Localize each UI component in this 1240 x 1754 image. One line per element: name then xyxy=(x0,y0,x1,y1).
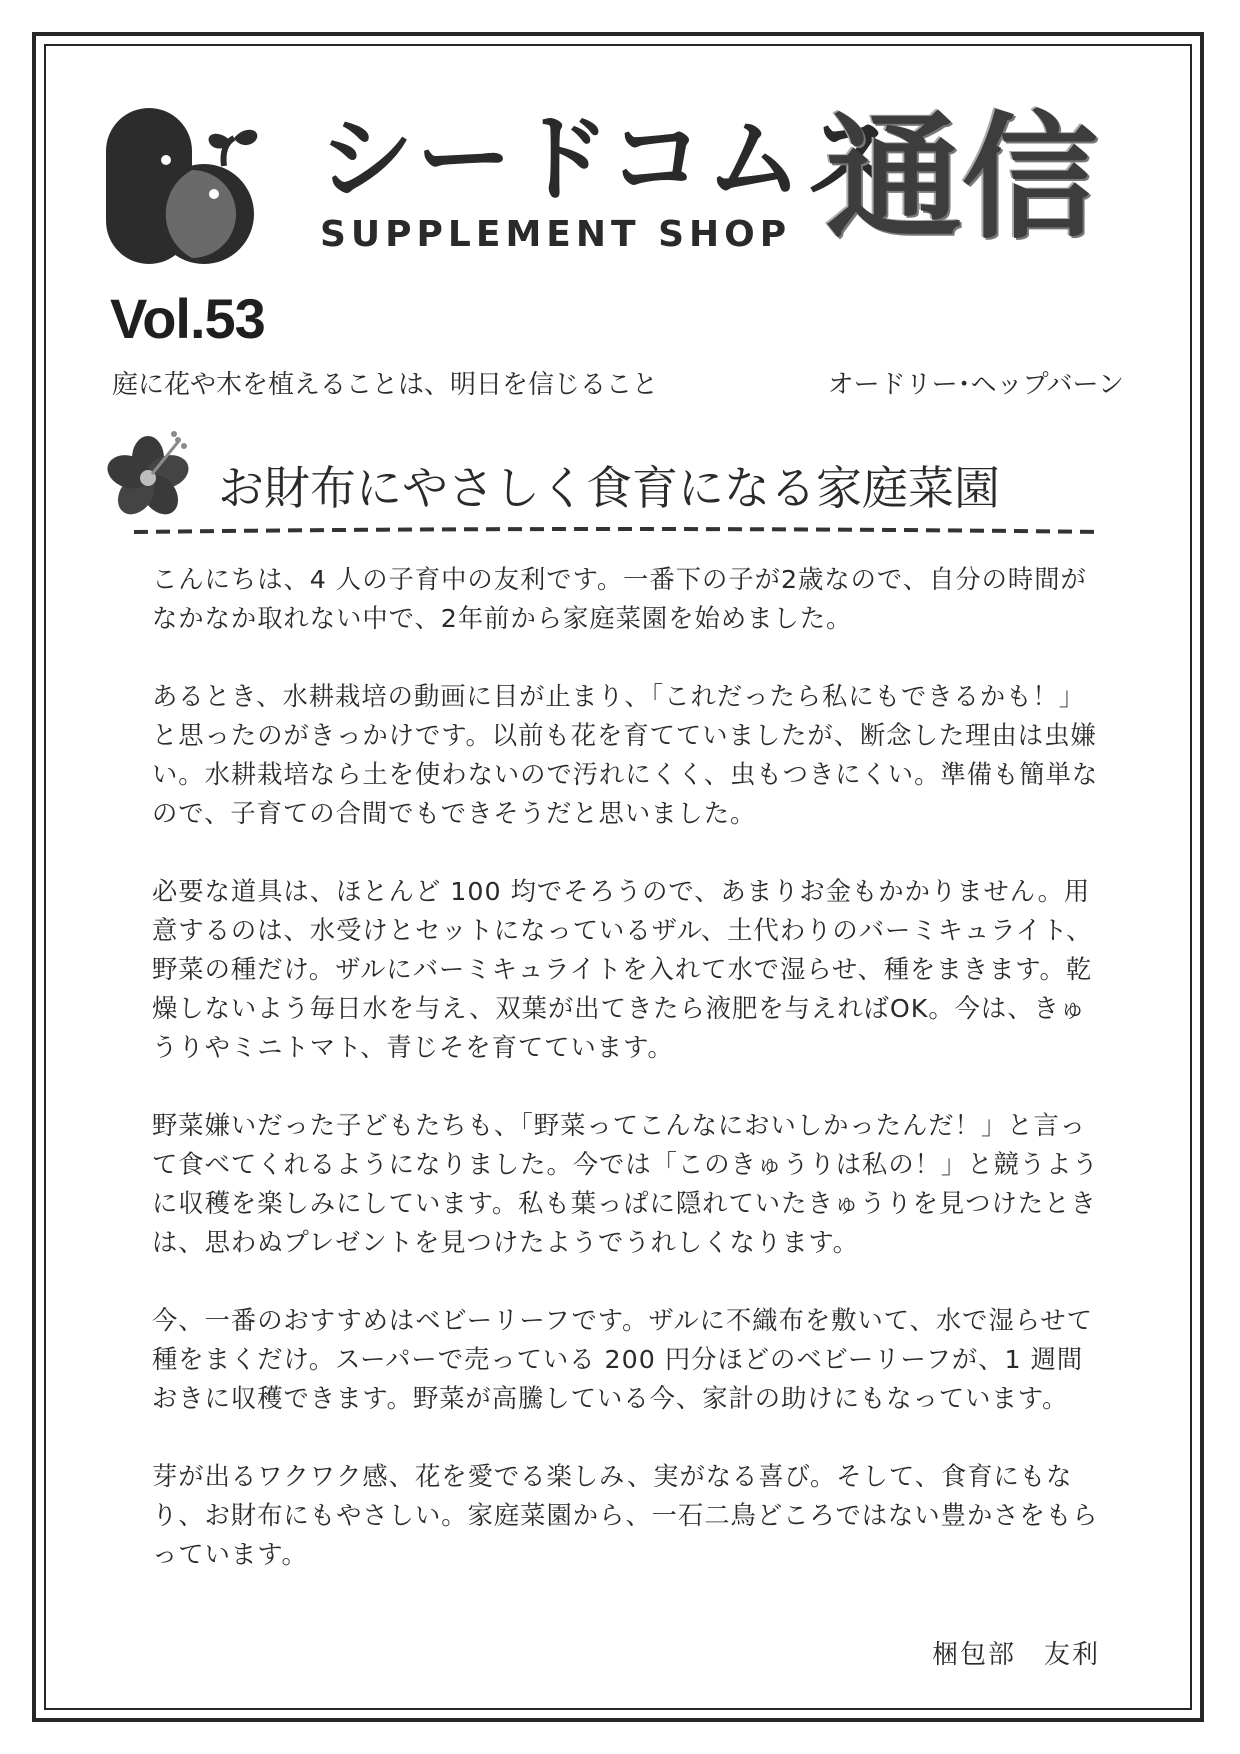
article-paragraph: 野菜嫌いだった子どもたちも、「野菜ってこんなにおいしかったんだ！」と言って食べてくれるようになりました。今では「このきゅうりは私の！」と競うように収穫を楽しみにしています。私も葉っぱに隠れていたきゅうりを見つけたときは、思わぬプレゼントを見つけたようでうれしくなります。 xyxy=(152,1111,1099,1257)
issue-volume: Vol.53 xyxy=(110,287,265,350)
quote-text: 庭に花や木を植えることは、明日を信じること xyxy=(112,370,659,400)
newsletter-title: 通信 xyxy=(826,100,1098,258)
brand-name-english: SUPPLEMENT SHOP xyxy=(320,214,792,255)
seed-sprout-logo-icon xyxy=(106,108,274,264)
brand-name-japanese: シードコムス xyxy=(318,103,903,215)
article-paragraph: あるとき、水耕栽培の動画に目が止まり、「これだったら私にもできるかも！」と思ったのがきっかけです。以前も花を育てていましたが、断念した理由は虫嫌い。水耕栽培なら土を使わないので汚れにくく、虫もつきにくい。準備も簡単なので、子育ての合間でもできそうだと思いました。 xyxy=(152,682,1099,828)
author-signature: 梱包部 友利 xyxy=(931,1640,1100,1670)
heading-dashed-underline xyxy=(134,524,1102,538)
article-body xyxy=(152,560,1100,1613)
quote-author: オードリー･ヘップバーン xyxy=(827,370,1124,400)
article-heading: お財布にやさしく食育になる家庭菜園 xyxy=(218,461,1000,515)
article-paragraph: 今、一番のおすすめはベビーリーフです。ザルに不織布を敷いて、水で湿らせて種をまくだけ。スーパーで売っている 200 円分ほどのベビーリーフが、1 週間おきに収穫できます。野菜が高騰している今、家計の助けにもなっています。 xyxy=(152,1306,1093,1413)
article-paragraph: 必要な道具は、ほとんど 100 均でそろうので、あまりお金もかかりません。用意するのは、水受けとセットになっているザル、土代わりのバーミキュライト、野菜の種だけ。ザルにバーミキュライトを入れて水で湿らせ、種をまきます。乾燥しないよう毎日水を与え、双葉が出てきたら液肥を与えればOK。今は、きゅうりやミニトマト、青じそを育てています。 xyxy=(152,877,1093,1062)
hibiscus-flower-icon xyxy=(104,428,196,518)
article-paragraph: こんにちは、4 人の子育中の友利です。一番下の子が2歳なので、自分の時間がなかなか取れない中で、2年前から家庭菜園を始めました。 xyxy=(152,565,1087,633)
article-paragraph: 芽が出るワクワク感、花を愛でる楽しみ、実がなる喜び。そして、食育にもなり、お財布にもやさしい。家庭菜園から、一石二鳥どころではない豊かさをもらっています。 xyxy=(152,1462,1099,1569)
